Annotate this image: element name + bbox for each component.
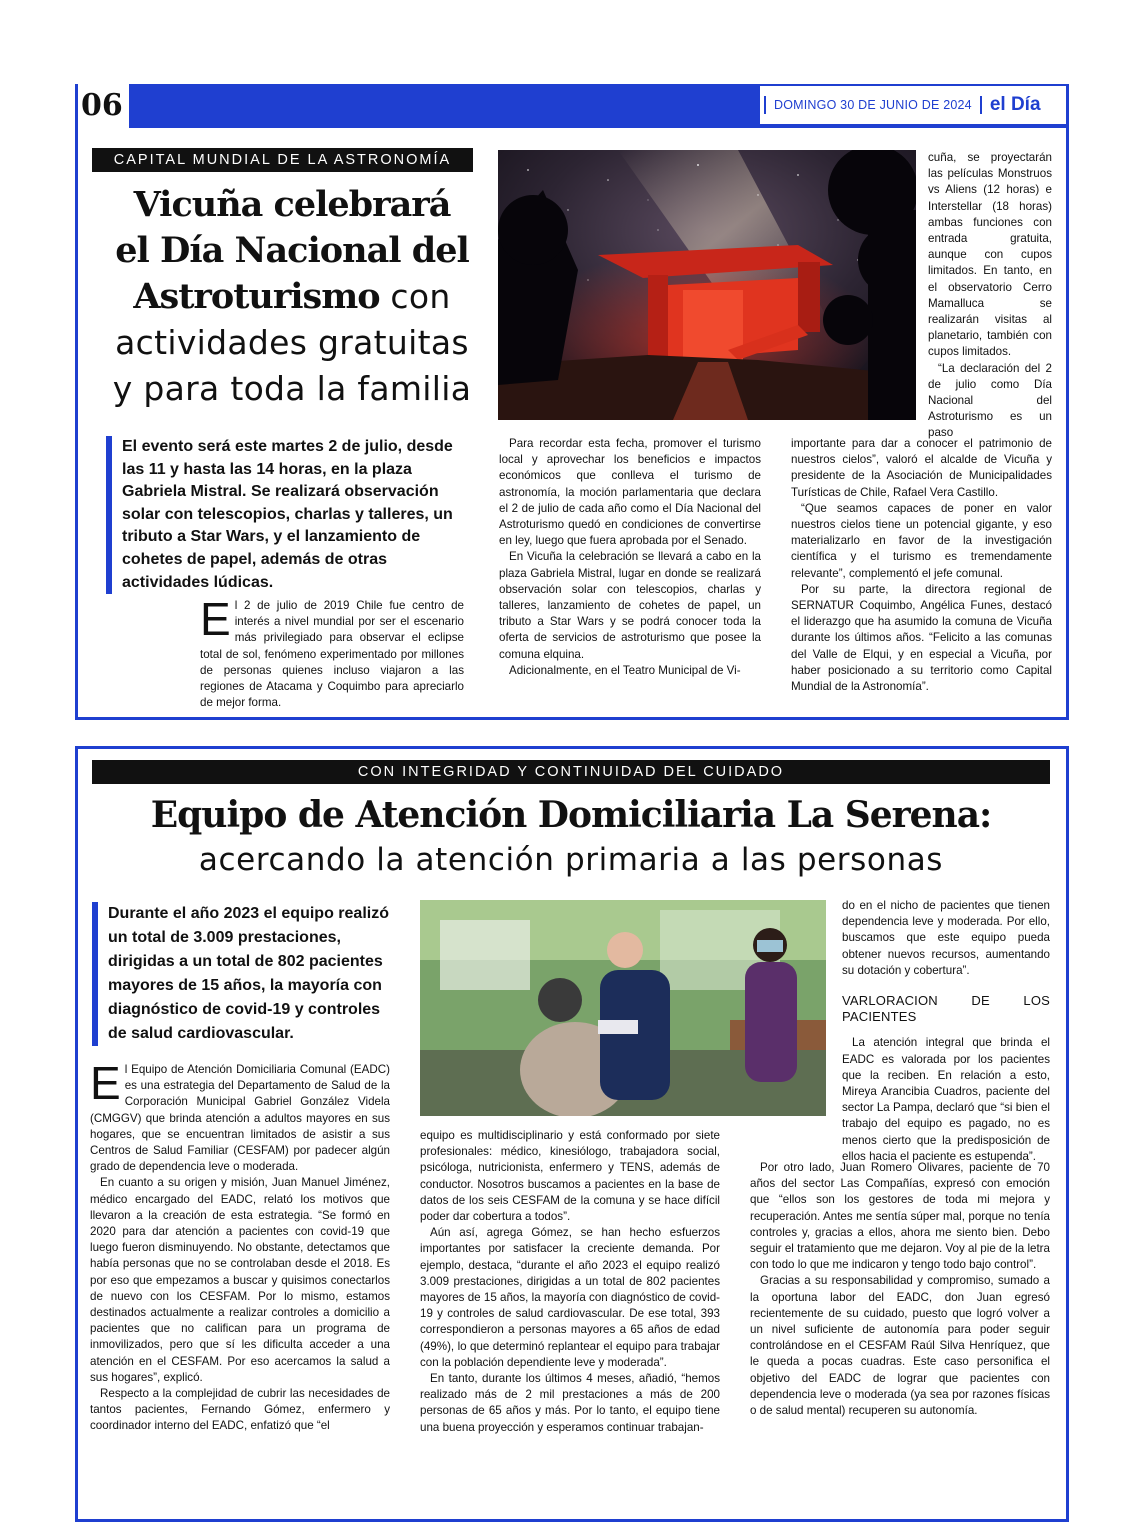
drop-cap: E xyxy=(90,1057,121,1109)
section-subheading: VARLORACION DE LOS PACIENTES xyxy=(842,993,1050,1025)
article-body-column xyxy=(842,898,1050,1165)
paragraph: do en el nicho de pacientes que tienen dependencia leve y moderada. Por ello, buscamos que este equipo pueda obtener nuevos recursos, aumentando su dotación y cobertura”. xyxy=(842,899,1050,977)
article-body-column xyxy=(90,1057,390,1435)
article-body-column xyxy=(928,150,1052,442)
article-kicker: CON INTEGRIDAD Y CONTINUIDAD DEL CUIDADO xyxy=(92,760,1050,784)
article-body-column xyxy=(750,1160,1050,1419)
paragraph: En Vicuña la celebración se llevará a cabo en la plaza Gabriela Mistral, lugar en donde se realizará observación solar con telescopios, charlas y talleres, lanzamiento de cohetes de papel, un tributo a Star Wars y se podrá conocer toda la oferta de servicios de astroturismo que posee la comuna elquina. xyxy=(499,550,761,661)
paragraph: Por su parte, la directora regional de SERNATUR Coquimbo, Angélica Funes, destacó el liderazgo que ha asumido la comuna de Vicuña durante los últimos años. “Felicito a las comunas del Valle de Elqui, y en especial a Vicuña, por haber posicionado a su territorio como Capital Mundial de la Astronomía”. xyxy=(791,582,1052,694)
article-headline xyxy=(92,790,1050,880)
home-care-team-photo xyxy=(420,900,826,1116)
paragraph: Aún así, agrega Gómez, se han hecho esfuerzos importantes por satisfacer la creciente demanda. Por ejemplo, destaca, “durante el año 2023 el equipo realizó 3.009 prestaciones, dirigidas a un total de 802 pacientes mayores de 15 años, la mayoría con diagnóstico de covid-19 y controles de salud cardiovascular. De ese total, 393 correspondieron a personas mayores a 65 años de edad (49%), lo que determinó replantear el equipo para trabajar con la población dependiente leve y moderada”. xyxy=(420,1226,720,1369)
headline-bold-line: Vicuña celebrará xyxy=(133,184,451,225)
paragraph: importante para dar a conocer el patrimonio de nuestros cielos”, valoró el alcalde de Vicuña y presidente de la Asociación de Municipalidades Turísticas de Chile, Rafael Vera Castillo. xyxy=(791,437,1052,499)
headline-bold-line: Equipo de Atención Domiciliaria La Serena: xyxy=(150,794,992,836)
page-number: 06 xyxy=(75,84,129,128)
paragraph: En cuanto a su origen y misión, Juan Manuel Jiménez, médico encargado del EADC, relató los motivos que llevaron a la creación de esta estrategia. “Se formó en 2020 para dar atención a pacientes con covid-19 que luego fueron disminuyendo. No obstante, detectamos que había personas que no se controlaban desde el 2018. Es por eso que empezamos a buscar y quisimos conectarlos de nuevo con los CESFAM. Por lo mismo, estamos destinados actualmente a realizar controles a domicilio a pacientes que no califican para un programa de inmovilizados, pero que sí les dificulta acceder a una atención en el CESFAM. Por eso acercamos la salud a sus hogares”, explicó. xyxy=(90,1176,390,1384)
paragraph: “Que seamos capaces de poner en valor nuestros cielos tiene un potencial gigante, y eso materializarlo en favor de la investigación científica y el turismo es tremendamente relevante”, complementó el jefe comunal. xyxy=(791,501,1052,580)
observatory-night-photo xyxy=(498,150,916,420)
paragraph: Para recordar esta fecha, promover el turismo local y aprovechar los beneficios e impactos económicos que conlleva el turismo de astronomía, la moción parlamentaria que declara el 2 de julio de cada año como el Día Nacional del Astroturismo quedó en condiciones de convertirse en ley, luego que fuera aprobada por el Senado. xyxy=(499,437,761,548)
paragraph: “La declaración del 2 de julio como Día Nacional del Astroturismo es un paso xyxy=(928,361,1052,440)
article-kicker: CAPITAL MUNDIAL DE LA ASTRONOMÍA xyxy=(92,148,473,172)
article-lead: El evento será este martes 2 de julio, desde las 11 y hasta las 14 horas, en la plaza Gabriela Mistral. Se realizará observación solar con telescopios, charlas y talleres, un tributo a Star Wars, y el lanzamiento de cohetes de papel, además de otras actividades lúdicas. xyxy=(106,436,466,594)
paragraph: cuña, se proyectarán las películas Monstruos vs Aliens (12 horas) e Interstellar (18 horas) ambas funciones con entrada gratuita, aunque con cupos limitados. En tanto, en el observatorio Cerro Mamalluca se realizarán visitas al planetario, también con cupos limitados. xyxy=(928,151,1052,359)
paragraph: Gracias a su responsabilidad y compromiso, sumado a la oportuna labor del EADC, don Juan egresó recientemente de su cuidado, puesto que logró volver a un nivel suficiente de autonomía para poder seguir controlándose en el CESFAM Raúl Silva Henríquez, que le queda a pocas cuadras. Este caso personifica el objetivo del EADC de lograr que pacientes con dependencia leve o moderada (ya sea por razones físicas o de salud mental) recuperen su autonomía. xyxy=(750,1274,1050,1418)
newspaper-logo: el Día xyxy=(989,94,1041,115)
headline-bold-line: el Día Nacional del xyxy=(115,230,469,271)
article-headline xyxy=(92,182,492,412)
article-body-column xyxy=(200,593,464,711)
paragraph: l 2 de julio de 2019 Chile fue centro de interés a nivel mundial por ser el escenario más privilegiado para observar el eclipse total de sol, fenómeno experimentado por millones de personas quienes incluso viajaron a las regiones de Atacama y Coquimbo para apreciarlo de mejor forma. xyxy=(200,599,464,710)
paragraph: equipo es multidisciplinario y está conformado por siete profesionales: médico, kinesiólogo, trabajadora social, psicóloga, nutricionista, enfermero y TENS, además de conductor. Nosotros buscamos a pacientes en la base de datos de los seis CESFAM de la comuna y se hace difícil poder dar cobertura a todos”. xyxy=(420,1129,720,1224)
paragraph: Por otro lado, Juan Romero Olivares, paciente de 70 años del sector Las Compañías, expresó con emoción que “ellos son los gestores de toda mi mejora y recuperación. Antes me sentía súper mal, porque no tenía controles y, gracias a ellos, ahora me siento bien. Debo seguir el tratamiento que me dejaron. Voy al pie de la letra con todo lo que me indicaron y tengo todo bajo control”. xyxy=(750,1161,1050,1272)
paragraph: l Equipo de Atención Domiciliaria Comunal (EADC) es una estrategia del Departamento de Salud de la Corporación Municipal Gabriel González Videla (CMGGV) que brinda atención a adultos mayores en sus hogares, que se encuentran limitados de asistir a sus Centros de Salud Familiar (CESFAM) por padecer algún grado de dependencia leve o moderada. xyxy=(90,1063,390,1174)
article-body-column xyxy=(499,436,761,679)
headline-light-line: acercando la atención primaria a las personas xyxy=(198,842,944,878)
article-lead: Durante el año 2023 el equipo realizó un total de 3.009 prestaciones, dirigidas a un total de 802 pacientes mayores de 15 años, la mayoría con diagnóstico de covid-19 y controles de salud cardiovascular. xyxy=(92,902,392,1046)
drop-cap: E xyxy=(200,593,231,645)
paragraph: En tanto, durante los últimos 4 meses, añadió, “hemos realizado más de 2 mil prestaciones a más de 200 personas de 65 años y más. Por lo tanto, el equipo tiene una buena proyección y esperamos continuar trabajan- xyxy=(420,1372,720,1434)
article-body-column xyxy=(791,436,1052,695)
header-date: DOMINGO 30 DE JUNIO DE 2024 xyxy=(774,98,972,112)
paragraph: Adicionalmente, en el Teatro Municipal de Vi- xyxy=(509,663,741,677)
headline-bold-line: Astroturismo xyxy=(133,276,380,317)
headline-light-line: actividades gratuitas xyxy=(115,323,469,362)
paragraph: La atención integral que brinda el EADC es valorada por los pacientes que la reciben. En relación a esto, Mireya Arancibia Cuadros, paciente del sector La Pampa, declaró que “si bien el trabajo del equipo es pagado, no es menos cierto que la predisposición de ellos hacia el paciente es estupenda”. xyxy=(842,1036,1050,1163)
article-body-column xyxy=(420,1128,720,1436)
headline-light-line: y para toda la familia xyxy=(112,369,472,408)
paragraph: Respecto a la complejidad de cubrir las necesidades de tantos pacientes, Fernando Gómez, enfermero y coordinador interno del EADC, enfatizó que “el xyxy=(90,1387,390,1433)
headline-light-line: con xyxy=(379,277,451,316)
